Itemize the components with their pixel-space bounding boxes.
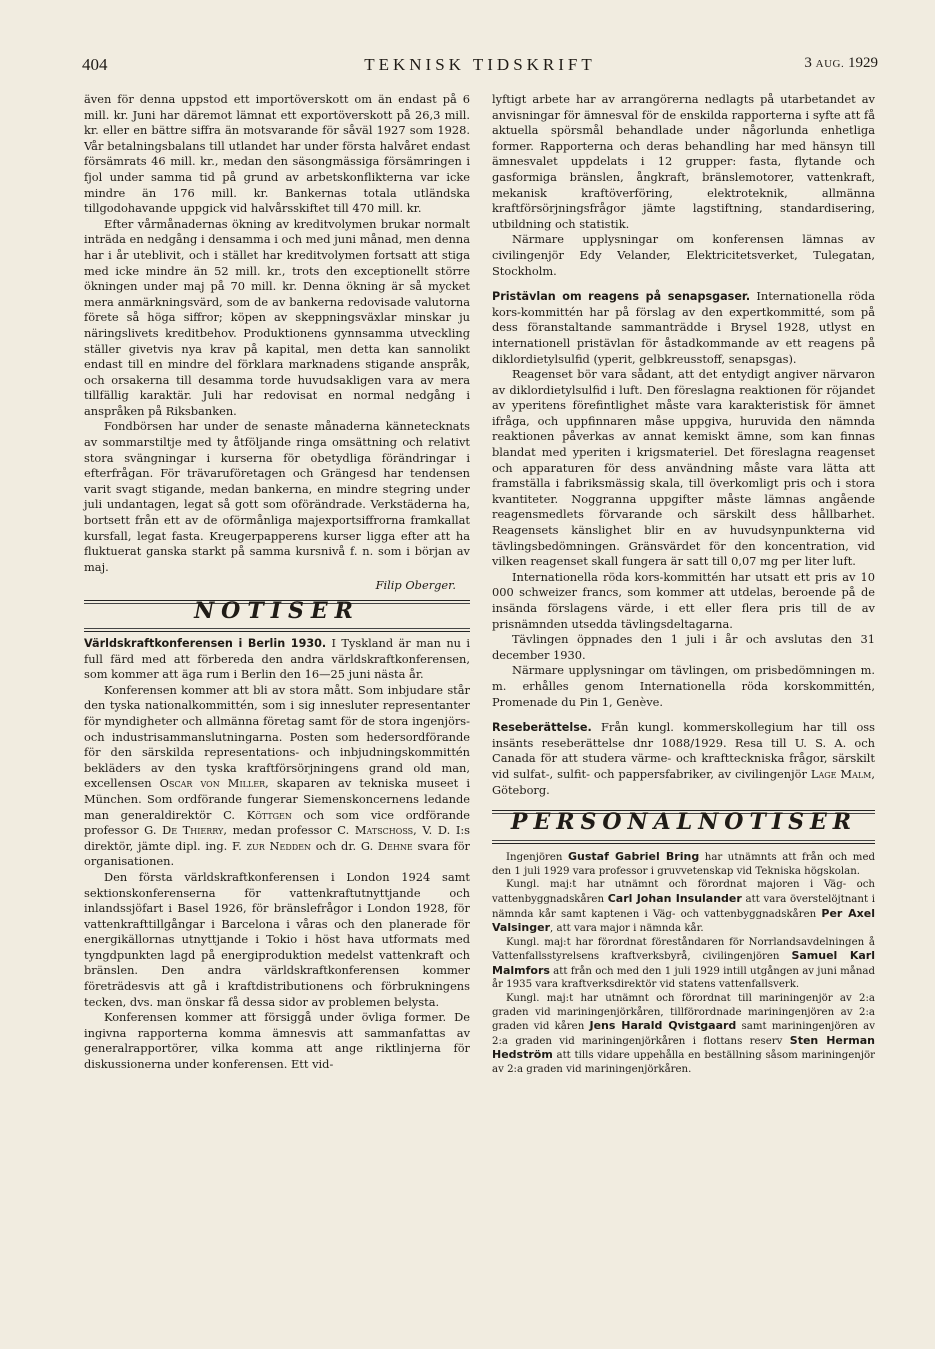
paragraph: Den första världskraftkonferensen i London 1924 samt sektionskonferenserna för vattenkraftutnyttjande och inlandssjöfart i Basel 1926, för bränslefrågor i London 1928, för vattenkrafttillgångar i Barcelona i våras och den planerade för energikällornas utnyttjande i Tokio i höst hava utformats med tyngdpunkten lagd på energiproduktion medelst vattenkraft och bränslen. Den andra världskraftkonferensen kommer företrädesvis att gå i kraftdistributionens och förbrukningens tecken, dvs. man önskar få dessa sidor av problemen belysta. [84, 869, 470, 1009]
personal-notices [492, 850, 875, 1077]
text-run: svara för organisationen. [84, 838, 470, 869]
text-run: har utnämnts att från och med den 1 juli 1929 vara professor i gruvvetenskap vid Tekniska högskolan. [492, 852, 875, 877]
notice-paragraph [492, 720, 875, 798]
paragraph: Fondbörsen har under de senaste månaderna kännetecknats av sommarstiltje med ty åtföljande ringa omsättning och relativt stora svängningar i kurserna för obetydliga förändringar i efterfrågan. För trävaruföretagen och Grängesd har tendensen varit svagt stigande, medan bankerna, en mindre stegring under juli undantagen, legat så gott som oförändrade. Verkstäderna ha, bortsett från ett av de oförmånliga majexportsiffrorna framkallat kursfall, legat fasta. Kreugerpapperens kurser ligga efter att ha fluktuerat ganska starkt på samma kursnivå f. n. som i början av maj. [84, 419, 470, 574]
text-run: och som vice ordförande professor G. [84, 807, 470, 838]
person-name: Carl Johan Insulander [607, 891, 742, 905]
section-title: NOTISER [177, 604, 377, 620]
section-header-notiser [84, 600, 470, 632]
personal-notice [492, 878, 875, 935]
personal-notice [492, 936, 875, 992]
text-run: , att vara major i nämnda kår. [550, 923, 704, 935]
paragraph: lyftigt arbete har av arrangörerna nedlagts på utarbetandet av anvisningar för ämnesval för de enskilda rapporterna i syfte att få aktuella spörsmål behandlade under någorlunda enhetliga former. Rapporterna och deras behandling har med hänsyn till ämnesvalet uppdelats i 12 grupper: fasta, flytande och gasformiga bränslen, ångkraft, bränslemotorer, vattenkraft, mekanisk kraftöverföring, elektroteknik, allmänna kraftförsörjningsfrågor jämte lagstiftning, standardisering, utbildning och statistik. [492, 92, 875, 231]
paragraph: även för denna uppstod ett importöverskott om än endast på 6 mill. kr. Juni har däremot lämnat ett exportöverskott på 26,3 mill. kr. eller en bättre siffra än motsvarande för såväl 1927 som 1928. Vår betalningsbalans till utlandet har under första halvåret endast försämrats 46 mill. kr., medan den säsongmässiga försämringen i fjol under samma tid på grund av arbetskonflikterna var icke mindre än 176 mill. kr. Bankernas totala utländska tillgodohavande uppgick vid halvårsskiftet till 470 mill. kr. [84, 92, 470, 216]
person-name: Samuel Karl Malmfors [492, 949, 875, 977]
person-name: Köttgen [246, 807, 292, 822]
paragraph: Internationella röda kors-kommittén har utsatt ett pris av 10 000 schweizer francs, som kommer att utdelas, beroende på de insända förslagens värde, i ett eller flera pris till de av prisnämnden utsedda tävlingsdeltagarna. [492, 569, 875, 631]
paragraph: Tävlingen öppnades den 1 juli i år och avslutas den 31 december 1930. [492, 632, 875, 662]
person-name: Matschoss [354, 823, 414, 838]
notice-heading: Reseberättelse. [492, 721, 592, 735]
paragraph: Reagenset bör vara sådant, att det entydigt angiver närvaron av diklordietylsulfid i luft. Den föreslagna reaktionen för röjandet av yperitens förefintlighet måste vara karakteristisk för ämnet ifråga, och uppfinnaren måse uppgiva, huruvida den nämnda reaktionen påverkas av annat kemiskt ämne, som kan finnas blandat med yperiten i krigsmateriel. Det föreslagna reagenset och apparaturen för dess användning måste vara lätta att framställa i fabriksmässig skala, till överkomligt pris och i stora kvantiteter. Noggranna uppgifter måste lämnas angående reagensmedlets förvarande och särskilt dess hållbarhet. Reagensets känslighet blir en av huvudsynpunkterna vid tävlingsbedömningen. Gränsvärdet för den koncentration, vid vilken reagenset skall fungera är satt till 0,07 mg per liter luft. [492, 367, 875, 569]
notice-paragraph [84, 636, 470, 683]
text-run: Konferensen kommer att bli av stora mått. Som inbjudare står den tyska nationalkommittén, som i sig innesluter representanter för myndigheter och allmänna företag samt för de stora ingenjörs- och industrisammanslutningarna. Posten som hedersordförande för den särskilda representations- och inbjudningskommittén bekläders av den tyska kraftförsörjningens grand old man, excellensen [84, 682, 470, 791]
date-month: AUG. [815, 58, 845, 70]
text-run: att tills vidare uppehålla en beställning såsom mariningenjör av 2:a graden vid mariningenjörkåren. [492, 1050, 875, 1076]
text-run: , V. D. I:s direktör, jämte dipl. ing. F. [84, 823, 470, 853]
notice-heading: Pristävlan om reagens på senapsgaser. [492, 290, 751, 304]
paragraph: Konferensen kommer att försiggå under övliga former. De ingivna rapporterna komma ämnesvis att sammanfattas av generalrapportörer, vilka komma att ange riktlinjerna för diskussionerna under konferensen. Ett vid- [84, 1010, 470, 1072]
notice-paragraph [492, 289, 875, 367]
person-name: Jens Harald Qvistgaard [589, 1019, 737, 1033]
section-title: PERSONALNOTISER [492, 815, 876, 831]
journal-title: TEKNISK TIDSKRIFT [364, 55, 596, 74]
text-run: Kungl. maj:t har utnämnt och förordnat till mariningenjör av 2:a graden vid mariningenjörkåren, tillförordnade mariningenjören av 2:a graden vid kåren [492, 993, 875, 1033]
notice-text: Internationella röda kors-kommittén har på förslag av den expertkommitté, som på dess föranstaltande sammanträdde i Brysel 1928, utlyst en internationell pristävlan för åstadkommande av ett reagens på diklordietylsulfid (yperit, gelbkreusstoff, senapsgas). [492, 289, 875, 366]
paragraph: Efter vårmånadernas ökning av kreditvolymen brukar normalt inträda en nedgång i densamma i och med juni månad, men denna har i år uteblivit, och i stället har kreditvolymen fortsatt att stiga med icke mindre än 52 mill. kr., trots den exceptionellt större ökningen under maj på 70 mill. kr. Denna ökning är så mycket mera anmärkningsvärd, som de av bankerna redovisade valutorna förete så höga siffror; köpen av skeppningsväxlar minskar ju näringslivets kreditbehov. Produktionens gynnsamma utveckling ställer givetvis nya krav på kapital, men detta kan sannolikt endast till en mindre del förklara marknadens stigande anspråk, och orsakerna till desamma torde huvudsakligen vara av mera tillfällig karaktär. Juli har redovisat en normal nedgång i anspråken på Riksbanken. [84, 216, 470, 418]
notice-text: I Tyskland är man nu i full färd med att förbereda den andra världskraftkonferensen, som kommer att äga rum i Berlin den 16—25 juni nästa år. [84, 636, 470, 682]
text-run: Ingenjören [506, 852, 568, 864]
person-name: De Thierry [162, 823, 224, 838]
text-run: samt mariningenjören av 2:a graden vid mariningenjörkåren i flottans reserv [492, 1021, 875, 1047]
paragraph: Närmare upplysningar om tävlingen, om prisbedömningen m. m. erhålles genom Internationella röda korskommittén, Promenade du Pin 1, Genève. [492, 663, 875, 709]
text-run: att vara överstelöjtnant i nämnda kår samt kaptenen i Väg- och vattenbyggnadskåren [492, 893, 875, 920]
date-day: 3 [804, 55, 812, 71]
personal-notice [492, 992, 875, 1077]
text-run: Från kungl. kommerskollegium har till oss insänts reseberättelse dnr 1088/1929. Resa till U. S. A. och Canada för att studera värme- och kraftteckniska frågor, särskilt vid sulfat-, sulfit- och pappersfabriker, av civilingenjör [492, 720, 875, 781]
text-run: Kungl. maj:t har utnämnt och förordnat majoren i Väg- och vattenbyggnadskåren [492, 879, 875, 905]
paragraph [84, 683, 470, 870]
personal-notice [492, 850, 875, 878]
notice-heading: Världskraftkonferensen i Berlin 1930. [84, 637, 327, 650]
person-name: Oscar von Miller [159, 776, 266, 791]
left-column [84, 92, 470, 1073]
text-run: Kungl. maj:t har förordnat föreståndaren för Norrlandsavdelningen å Vattenfallsstyrelsens kraftverksbyrå, civilingenjören [492, 936, 875, 963]
section-header-personalnotiser [492, 810, 875, 844]
person-name: Gustaf Gabriel Bring [568, 850, 700, 864]
text-run: att från och med den 1 juli 1929 intill utgången av juni månad år 1935 vara kraftverksdirektör vid statens vattenfallsverk. [492, 965, 875, 991]
spacer [492, 710, 875, 720]
text-run: , Göteborg. [492, 766, 875, 797]
paragraph: Närmare upplysningar om konferensen lämnas av civilingenjör Edy Velander, Elektricitetsverket, Tulegatan, Stockholm. [492, 232, 875, 278]
spacer [492, 279, 875, 289]
page-header [82, 55, 878, 79]
right-column [492, 92, 875, 1077]
date-year: 1929 [848, 55, 878, 71]
person-name: zur Nedden [246, 838, 312, 853]
person-name: Dehne [377, 838, 413, 853]
page-number: 404 [82, 55, 108, 74]
person-name: Lage Malm [810, 766, 872, 781]
author-signature: Filip Oberger. [375, 578, 456, 593]
issue-date [804, 55, 878, 72]
text-run: och dr. G. [311, 838, 378, 853]
text-run: , skaparen av tekniska museet i München. Som ordförande fungerar Siemenskoncernens ledande man generaldirektör C. [84, 776, 470, 822]
person-name: Sten Herman Hedström [492, 1033, 875, 1062]
text-run: , medan professor C. [223, 823, 355, 838]
person-name: Per Axel Valsinger [492, 906, 875, 935]
